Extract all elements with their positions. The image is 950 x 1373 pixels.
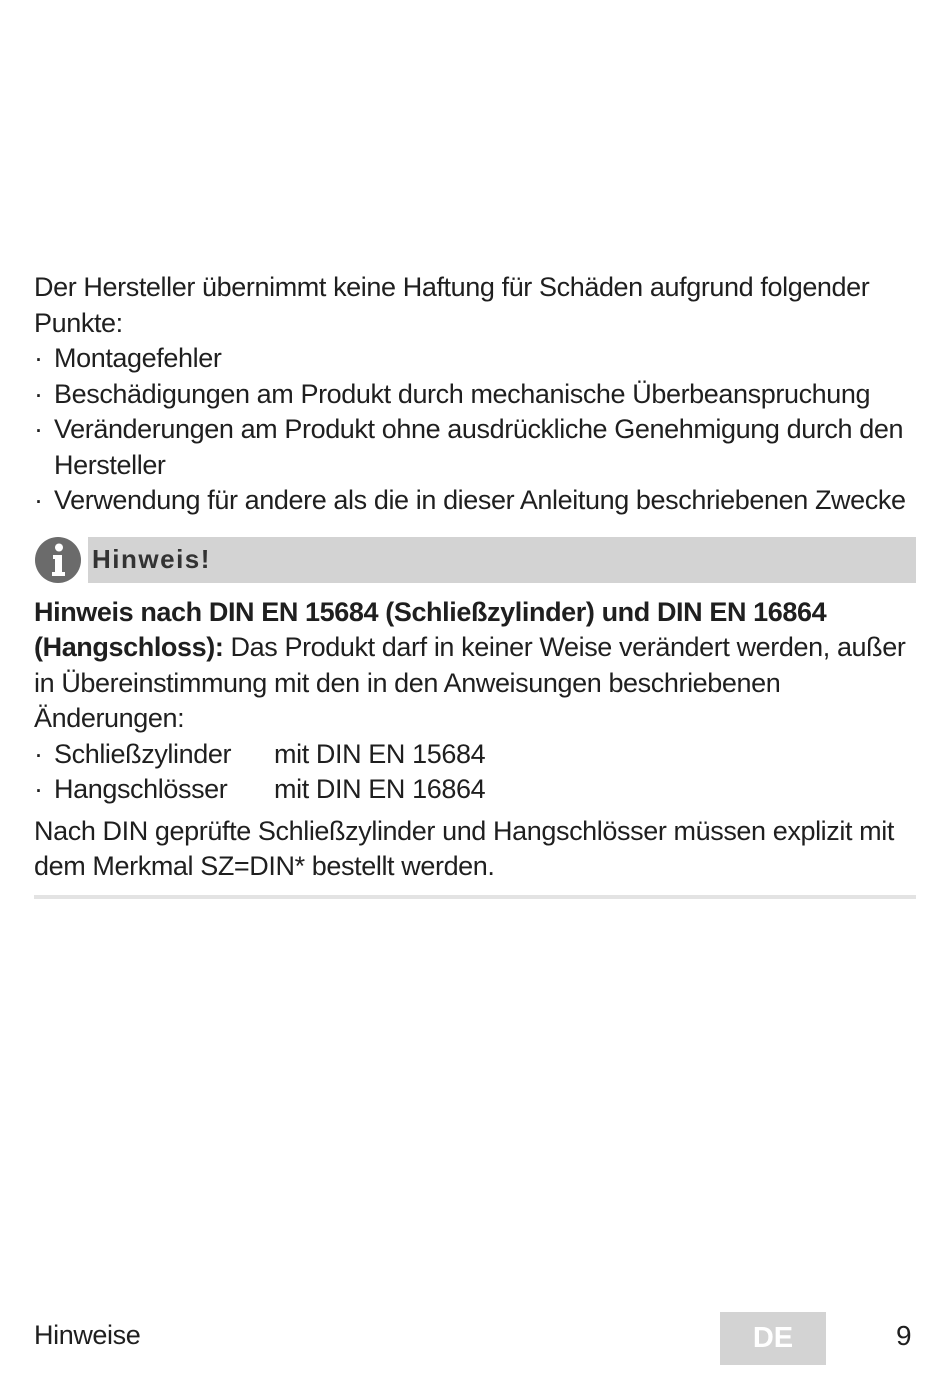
- standard-name: · Hangschlösser: [54, 774, 228, 804]
- divider: [34, 895, 916, 899]
- standards-list: [34, 737, 916, 808]
- liability-list: [34, 341, 916, 519]
- list-item: [34, 737, 916, 773]
- footer-section-title: Hinweise: [34, 1320, 141, 1350]
- standard-value: mit DIN EN 15684: [274, 738, 486, 769]
- info-icon: [34, 536, 82, 584]
- notice-text: Das Produkt darf in keiner Weise verändert werden, außer in Übereinstimmung mit den in den Anweisungen beschriebenen Änderungen:: [34, 632, 906, 733]
- standard-name: · Schließzylinder: [54, 738, 232, 769]
- document-content: [34, 270, 916, 899]
- notice-header: [34, 535, 916, 585]
- notice-title: Hinweis!: [92, 543, 211, 574]
- closing-paragraph: Nach DIN geprüfte Schließzylinder und Hangschlösser müssen explizit mit dem Merkmal SZ=DIN* bestellt werden.: [34, 815, 894, 881]
- language-badge: DE: [720, 1312, 826, 1365]
- list-item: · Montagefehler: [34, 341, 916, 377]
- intro-paragraph: Der Hersteller übernimmt keine Haftung für Schäden aufgrund folgender Punkte:: [34, 272, 870, 338]
- notice-lead: Hinweis nach DIN EN 15684 (Schließzylinder) und DIN EN 16864 (Hangschloss):: [34, 596, 827, 662]
- list-item: [34, 772, 916, 808]
- list-item: · Verwendung für andere als die in dieser Anleitung beschriebenen Zwecke: [34, 483, 916, 519]
- notice-paragraph: [34, 595, 916, 737]
- list-item: · Veränderungen am Produkt ohne ausdrückliche Genehmigung durch den Hersteller: [34, 412, 916, 483]
- standard-value: mit DIN EN 16864: [274, 774, 486, 804]
- notice-bar: [88, 537, 916, 583]
- page-number: 9: [896, 1320, 912, 1351]
- list-item: · Beschädigungen am Produkt durch mechanische Überbeanspruchung: [34, 377, 916, 413]
